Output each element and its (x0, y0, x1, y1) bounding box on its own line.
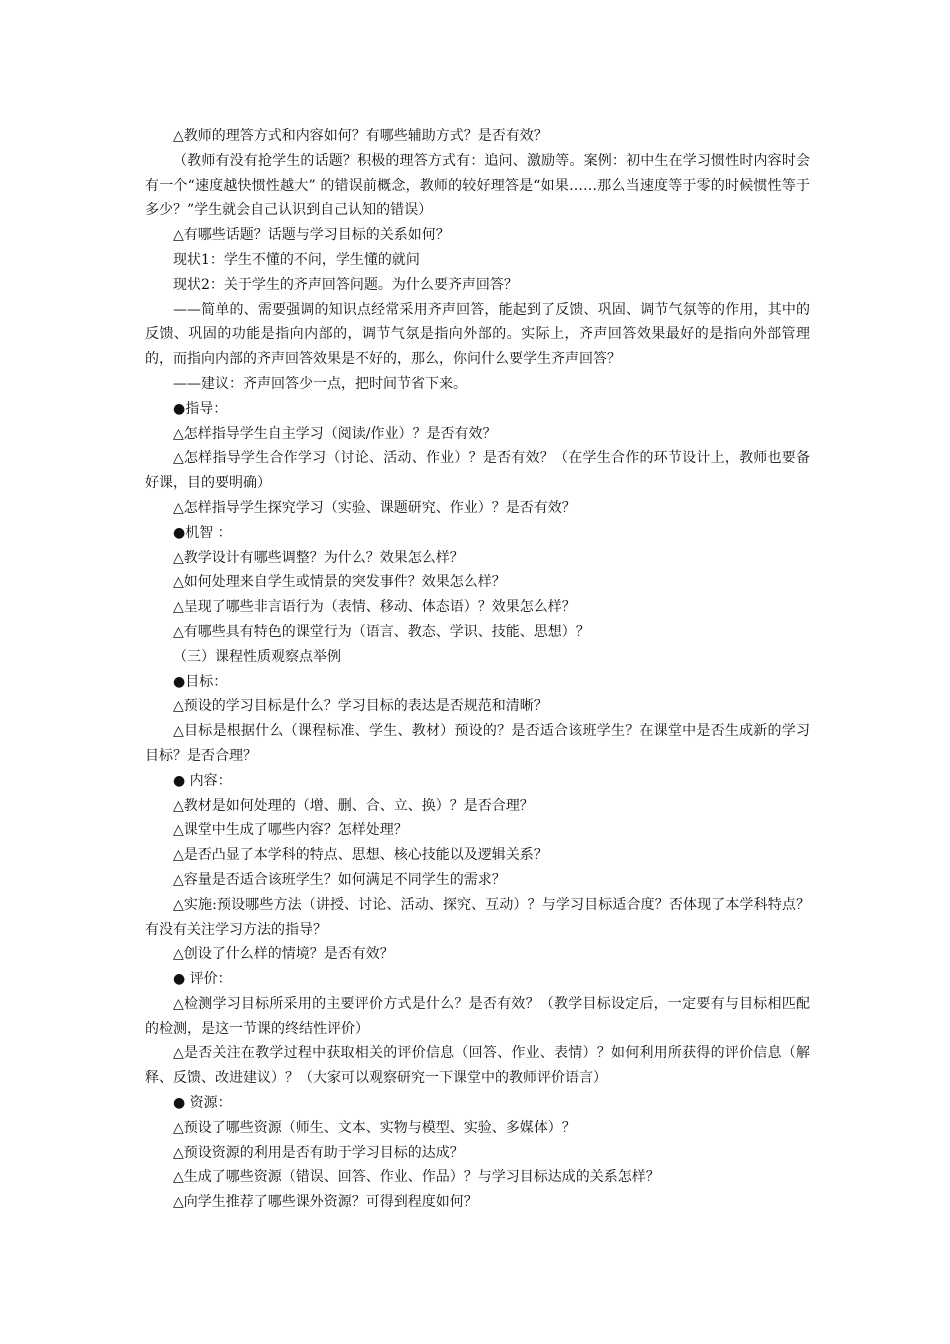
paragraph: △课堂中生成了哪些内容？怎样处理？ (173, 822, 408, 839)
paragraph: △创设了什么样的情境？是否有效？ (173, 946, 394, 963)
paragraph: △目标是根据什么（课程标准、学生、教材）预设的？是否适合该班学生？在课堂中是否生成新的学习目标？是否合理？ (145, 723, 810, 764)
paragraph: △教材是如何处理的（增、删、合、立、换）？是否合理？ (173, 797, 534, 814)
paragraph: △向学生推荐了哪些课外资源？可得到程度如何？ (173, 1194, 478, 1211)
paragraph: 现状2：关于学生的齐声回答问题。为什么要齐声回答？ (173, 276, 518, 293)
section-heading: ●指导： (173, 400, 228, 417)
chapter-heading: （三）课程性质观察点举例 (173, 648, 341, 665)
paragraph: △生成了哪些资源（错误、回答、作业、作品）？与学习目标达成的关系怎样？ (173, 1169, 660, 1186)
paragraph: △如何处理来自学生或情景的突发事件？效果怎么样？ (173, 574, 506, 591)
paragraph: △呈现了哪些非言语行为（表情、移动、体态语）？效果怎么样？ (173, 599, 576, 616)
section-heading: ● 评价： (173, 971, 232, 988)
paragraph: 现状1：学生不懂的不问，学生懂的就问 (173, 251, 420, 268)
paragraph: △容量是否适合该班学生？如何满足不同学生的需求？ (173, 871, 506, 888)
paragraph: △检测学习目标所采用的主要评价方式是什么？是否有效？（教学目标设定后，一定要有与目标相匹配的检测，是这一节课的终结性评价） (145, 995, 810, 1037)
paragraph: △怎样指导学生合作学习（讨论、活动、作业）？是否有效？（在学生合作的环节设计上，教师也要备好课，目的要明确） (145, 450, 810, 492)
paragraph: △有哪些话题？话题与学习目标的关系如何？ (173, 227, 450, 244)
paragraph: △是否凸显了本学科的特点、思想、核心技能以及逻辑关系？ (173, 847, 548, 864)
paragraph: △实施:预设哪些方法（讲授、讨论、活动、探究、互动）？与学习目标适合度？否体现了本学科特点？有没有关注学习方法的指导？ (145, 896, 810, 938)
paragraph: ——简单的、需要强调的知识点经常采用齐声回答，能起到了反馈、巩固、调节气氛等的作用，其中的反馈、巩固的功能是指向内部的，调节气氛是指向外部的。实际上，齐声回答效果最好的是指向外部管理的，而指向内部的齐声回答效果是不好的，那么，你问什么要学生齐声回答？ (145, 301, 810, 368)
paragraph: △教师的理答方式和内容如何？有哪些辅助方式？是否有效？ (173, 128, 548, 144)
section-heading: ● 资源： (173, 1095, 232, 1112)
paragraph: △有哪些具有特色的课堂行为（语言、教态、学识、技能、思想）？ (173, 623, 590, 640)
paragraph: （教师有没有抢学生的话题？积极的理答方式有：追问、激励等。案例：初中生在学习惯性时内容时会有一个“速度越快惯性越大” 的错误前概念，教师的较好理答是“如果……那么当速度等于零的时候惯性等于多少？”学生就会自己认识到自己认知的错误） (145, 152, 810, 219)
paragraph: △是否关注在教学过程中获取相关的评价信息（回答、作业、表情）？如何利用所获得的评价信息（解释、反馈、改进建议）？（大家可以观察研究一下课堂中的教师评价语言） (145, 1045, 810, 1087)
paragraph: ——建议：齐声回答少一点，把时间节省下来。 (173, 375, 467, 392)
paragraph: △怎样指导学生自主学习（阅读/作业）？是否有效？ (173, 425, 497, 442)
section-heading: ● 内容： (173, 772, 232, 789)
section-heading: ●目标： (173, 673, 228, 690)
document-body (145, 124, 810, 1215)
paragraph: △教学设计有哪些调整？为什么？效果怎么样？ (173, 549, 464, 566)
paragraph: △怎样指导学生探究学习（实验、课题研究、作业）？是否有效？ (173, 499, 576, 516)
paragraph: △预设资源的利用是否有助于学习目标的达成？ (173, 1144, 464, 1161)
section-heading: ●机智 ： (173, 524, 232, 541)
paragraph: △预设的学习目标是什么？学习目标的表达是否规范和清晰？ (173, 698, 548, 715)
paragraph: △预设了哪些资源（师生、文本、实物与模型、实验、多媒体）？ (173, 1119, 576, 1136)
